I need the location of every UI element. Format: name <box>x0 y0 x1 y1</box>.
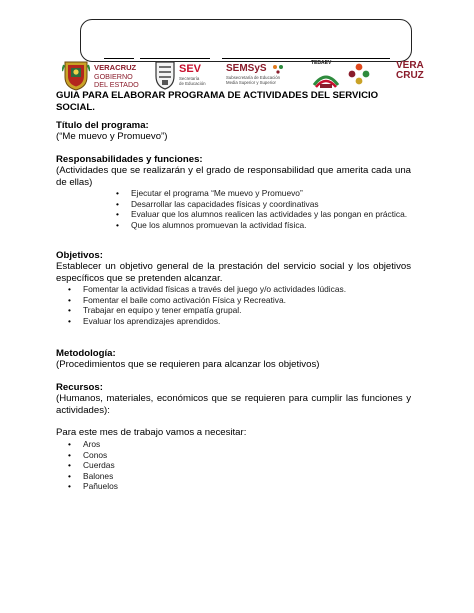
list-item: • Conos <box>68 450 268 461</box>
resources-heading: Recursos: <box>56 382 103 393</box>
semsys-logo-title: SEMSyS <box>226 63 267 74</box>
list-item: • Pañuelos <box>68 481 268 492</box>
list-item: • Que los alumnos promuevan la actividad física. <box>116 220 446 231</box>
header-frame <box>80 19 412 62</box>
list-item: • Desarrollar las capacidades físicas y coordinativas <box>116 199 446 210</box>
tebaev-logo-icon <box>310 67 342 91</box>
responsibilities-list <box>116 188 446 230</box>
sev-logo <box>154 59 230 91</box>
responsibilities-heading: Responsabilidades y funciones: <box>56 154 203 165</box>
logo-bar <box>58 59 428 91</box>
list-item: • Fomentar el baile como activación Física y Recreativa. <box>68 295 408 306</box>
list-item: • Fomentar la actividad físicas a través del juego y/o actividades lúdicas. <box>68 284 408 295</box>
list-item: • Evaluar los aprendizajes aprendidos. <box>68 316 408 327</box>
objectives-description: Establecer un objetivo general de la prestación del servicio social y los objetivos específicos que se pretenden alcanzar. <box>56 261 411 284</box>
tebaev-logo <box>308 59 348 91</box>
list-item: • Balones <box>68 471 268 482</box>
semsys-logo <box>224 59 314 91</box>
vera-cruz-flower-icon <box>348 63 370 85</box>
vera-cruz-logo <box>348 59 428 91</box>
methodology-description: (Procedimientos que se requieren para alcanzar los objetivos) <box>56 359 320 370</box>
list-item: • Aros <box>68 439 268 450</box>
guide-title: GUIA PARA ELABORAR PROGRAMA DE ACTIVIDADES DEL SERVICIO SOCIAL. <box>56 90 379 113</box>
list-item: • Ejecutar el programa “Me muevo y Promuevo” <box>116 188 446 199</box>
veracruz-logo-line-1: VERACRUZ <box>94 63 137 72</box>
tebaev-logo-title: TEBAEV <box>311 60 332 66</box>
list-item: • Cuerdas <box>68 460 268 471</box>
sev-logo-line-2: de Educación <box>179 81 206 86</box>
program-title-heading: Título del programa: <box>56 120 149 131</box>
sev-logo-title: SEV <box>179 63 202 75</box>
resources-description: (Humanos, materiales, económicos que se requieren para cumplir las funciones y actividades): <box>56 393 411 416</box>
vera-cruz-logo-line-1: VERA <box>396 60 424 71</box>
veracruz-logo-line-2: GOBIERNO <box>94 72 133 81</box>
semsys-logo-line-2: Media Superior y Superior <box>226 80 276 85</box>
vera-cruz-logo-line-2: CRUZ <box>396 70 424 81</box>
veracruz-logo-line-3: DEL ESTADO <box>94 80 139 89</box>
resources-list <box>68 439 268 492</box>
list-item: • Trabajar en equipo y tener empatía grupal. <box>68 305 408 316</box>
sev-logo-line-1: Secretaría <box>179 76 200 81</box>
semsys-logo-line-1: Subsecretaría de Educación <box>226 75 280 80</box>
list-item: • Evaluar que los alumnos realicen las actividades y las pongan en práctica. <box>116 209 446 220</box>
sev-shield-icon <box>154 60 176 90</box>
semsys-dots-icon <box>272 64 286 74</box>
resources-intro: Para este mes de trabajo vamos a necesitar: <box>56 427 247 438</box>
methodology-heading: Metodología: <box>56 348 116 359</box>
veracruz-coat-of-arms-icon <box>62 59 90 91</box>
veracruz-government-logo <box>62 59 150 91</box>
program-title-value: (“Me muevo y Promuevo”) <box>56 131 168 142</box>
responsibilities-description: (Actividades que se realizarán y el grado de responsabilidad que amerita cada una de ellas) <box>56 165 411 188</box>
objectives-list <box>68 284 408 326</box>
objectives-heading: Objetivos: <box>56 250 103 261</box>
